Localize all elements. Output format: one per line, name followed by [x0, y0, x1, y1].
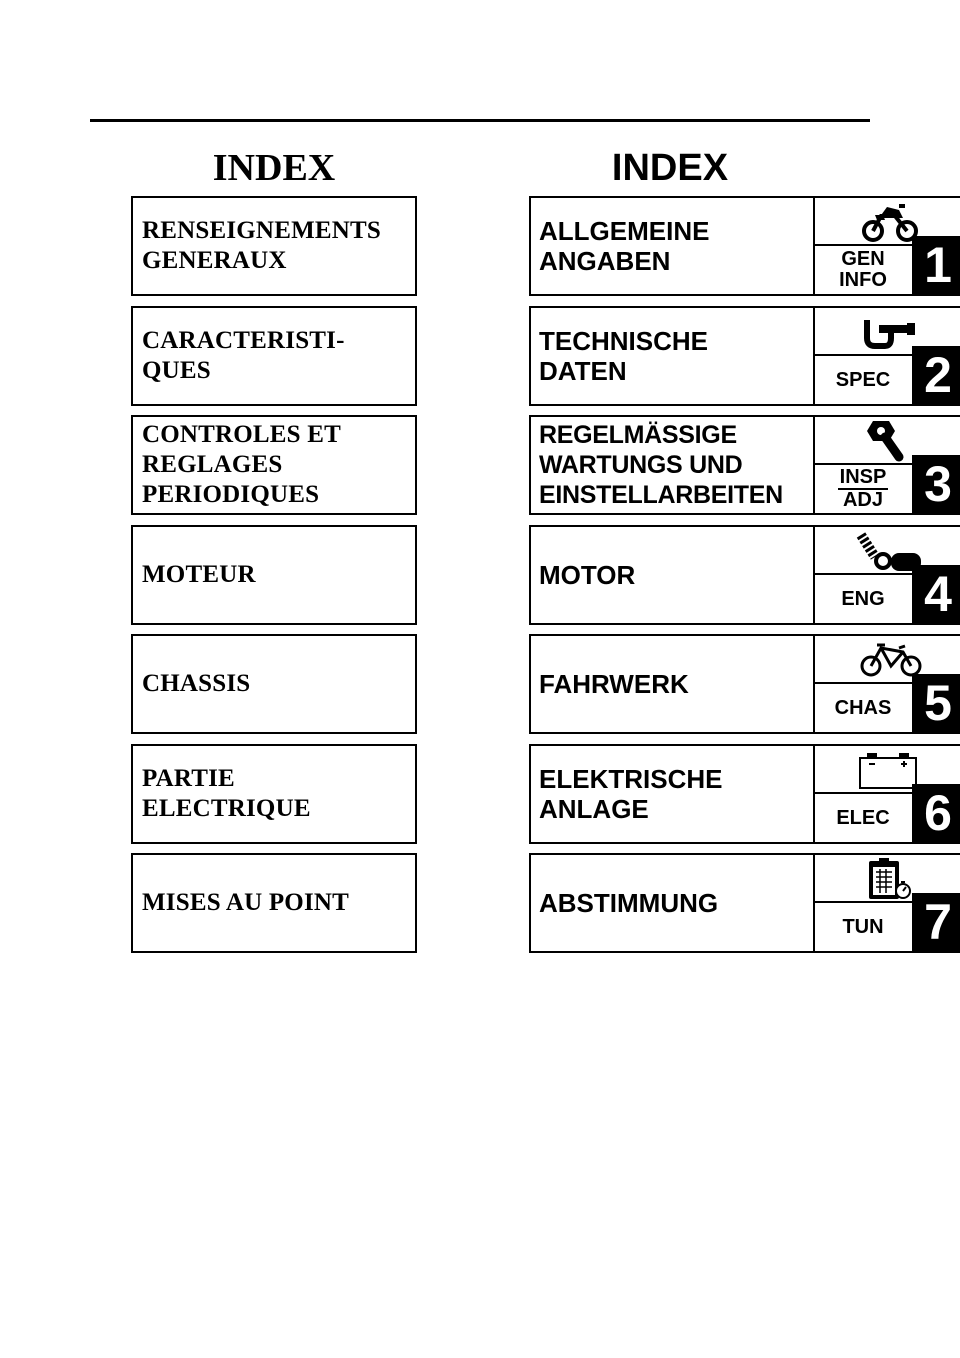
fr-section-engine[interactable] — [131, 525, 417, 625]
fr-section-label: CARACTERISTI- QUES — [142, 327, 345, 384]
fr-section-label: CHASSIS — [142, 670, 251, 697]
de-section-label: ALLGEMEINE ANGABEN — [539, 216, 710, 276]
de-section-general-info[interactable] — [529, 196, 960, 296]
german-index-title: INDEX — [611, 147, 729, 189]
fr-section-electrical[interactable] — [131, 744, 417, 844]
de-section-specifications[interactable] — [529, 306, 960, 406]
de-section-label: ABSTIMMUNG — [539, 888, 719, 918]
section-number: 6 — [912, 784, 960, 842]
top-rule — [90, 119, 870, 122]
section-number: 3 — [912, 455, 960, 513]
fr-section-label: CONTROLES ET REGLAGES PERIODIQUES — [142, 421, 341, 508]
section-code: CHAS — [834, 696, 892, 719]
section-tab — [813, 198, 960, 294]
section-tab — [813, 308, 960, 404]
section-code: INSP ADJ — [839, 466, 887, 511]
de-section-label: REGELMÄSSIGE WARTUNGS UND EINSTELLARBEITEN — [539, 421, 783, 509]
de-section-label: ELEKTRISCHE ANLAGE — [539, 764, 723, 824]
section-code: GEN INFO — [839, 248, 887, 291]
section-code: ENG — [841, 587, 885, 610]
de-section-label: TECHNISCHE DATEN — [539, 326, 709, 386]
section-tab — [813, 746, 960, 842]
section-tab — [813, 417, 960, 513]
de-section-inspection[interactable] — [529, 415, 960, 515]
fr-section-general-info[interactable] — [131, 196, 417, 296]
section-code: SPEC — [835, 368, 891, 391]
fr-section-chassis[interactable] — [131, 634, 417, 734]
fr-section-label: PARTIE ELECTRIQUE — [142, 765, 311, 822]
fr-section-inspection[interactable] — [131, 415, 417, 515]
section-code: ELEC — [836, 806, 890, 829]
fr-section-label: RENSEIGNEMENTS GENERAUX — [142, 217, 381, 274]
de-section-engine[interactable] — [529, 525, 960, 625]
section-number: 4 — [912, 565, 960, 623]
section-tab — [813, 527, 960, 623]
section-code: TUN — [842, 915, 884, 938]
de-section-electrical[interactable] — [529, 744, 960, 844]
section-number: 2 — [912, 346, 960, 404]
section-number: 5 — [912, 674, 960, 732]
section-number: 7 — [912, 893, 960, 951]
de-section-tuning[interactable] — [529, 853, 960, 953]
fr-section-tuning[interactable] — [131, 853, 417, 953]
de-section-chassis[interactable] — [529, 634, 960, 734]
fr-section-specifications[interactable] — [131, 306, 417, 406]
de-section-label: FAHRWERK — [539, 669, 689, 699]
section-tab — [813, 636, 960, 732]
fr-section-label: MISES AU POINT — [142, 889, 350, 916]
fr-section-label: MOTEUR — [142, 561, 256, 588]
french-index-title: INDEX — [212, 147, 336, 189]
section-tab — [813, 855, 960, 951]
de-section-label: MOTOR — [539, 560, 636, 590]
section-number: 1 — [912, 236, 960, 294]
